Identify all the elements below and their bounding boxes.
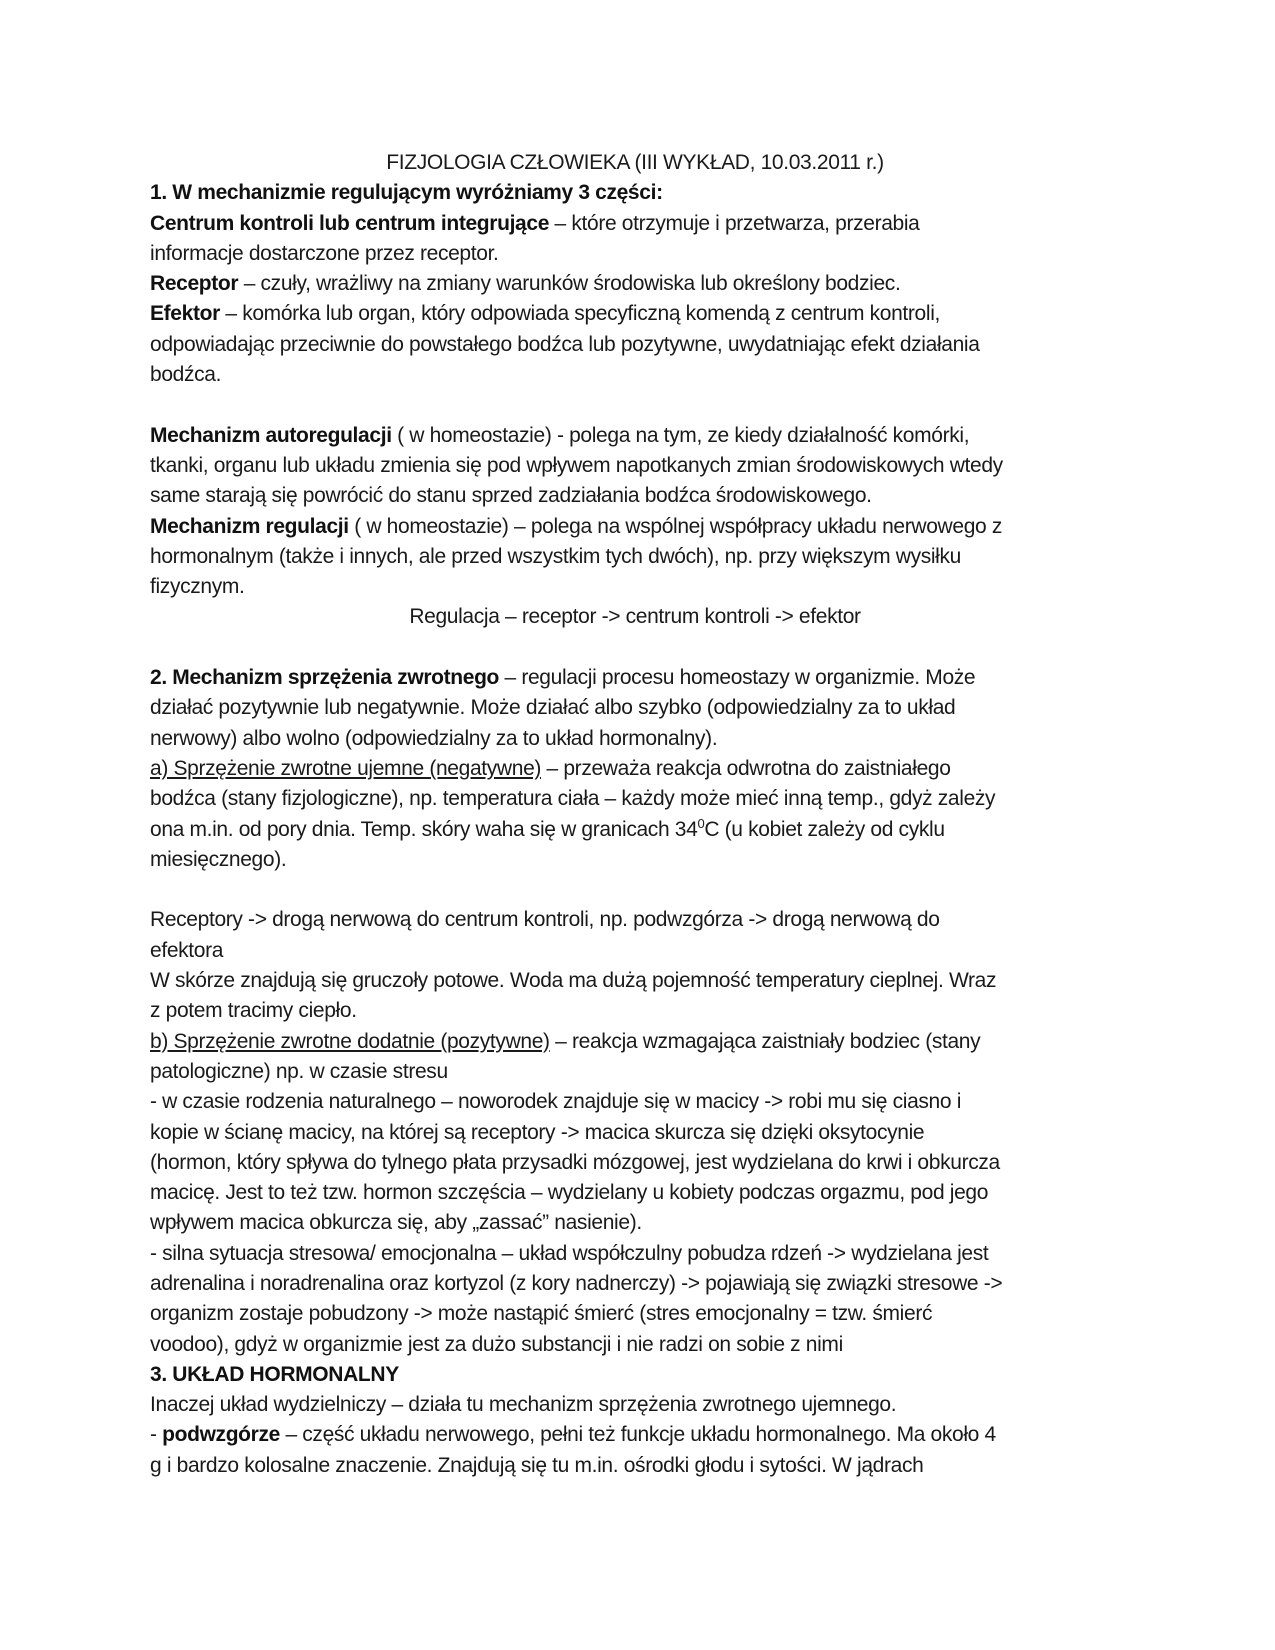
section-3-heading: 3. UKŁAD HORMONALNY [150,1362,399,1386]
paragraph-line: miesięcznego). [150,847,287,871]
paragraph-line: kopie w ścianę macicy, na której są receptory -> macica skurcza się dzięki oksytocynie [150,1120,925,1144]
paragraph-line: Inaczej układ wydzielniczy – działa tu mechanizm sprzężenia zwrotnego ujemnego. [150,1393,897,1417]
regulation-definition: Mechanizm regulacji ( w homeostazie) – polega na wspólnej współpracy układu nerwowego z [150,514,1002,538]
document-title: FIZJOLOGIA CZŁOWIEKA (III WYKŁAD, 10.03.2011 r.) [386,151,884,174]
skin-temperature-line: ona m.in. od pory dnia. Temp. skóry waha się w granicach $34^0C$ (u kobiet zależy od cyklu [150,815,945,841]
paragraph-line: fizycznym. [150,575,245,599]
paragraph-line: Receptory -> drogą nerwową do centrum kontroli, np. podwzgórza -> drogą nerwową do [150,908,940,932]
paragraph-line: macicę. Jest to też tzw. hormon szczęścia – wydzielany u kobiety podczas orgazmu, pod jego [150,1181,989,1205]
autoregulation-definition: Mechanizm autoregulacji ( w homeostazie) - polega na tym, ze kiedy działalność komórki, [150,423,970,447]
paragraph-line: same starają się powrócić do stanu sprzed zadziałania bodźca środowiskowego. [150,484,872,508]
paragraph-line: organizm zostaje pobudzony -> może nastąpić śmierć (stres emocjonalny = tzw. śmierć [150,1302,933,1326]
paragraph-line: - w czasie rodzenia naturalnego – noworodek znajduje się w macicy -> robi mu się ciasno i [150,1090,962,1114]
paragraph-line: efektora [150,938,224,962]
spacer [150,875,1120,905]
spacer [150,390,1120,420]
paragraph-line: bodźca (stany fizjologiczne), np. temperatura ciała – każdy może mieć inną temp., gdyż zależy [150,787,996,811]
paragraph-line: bodźca. [150,363,222,387]
paragraph-line: wpływem macica obkurcza się, aby „zassać” nasienie). [150,1211,642,1235]
term-receptor: Receptor [150,272,239,296]
paragraph-line: g i bardzo kolosalne znaczenie. Znajdują się tu m.in. ośrodki głodu i sytości. W jądrach [150,1453,924,1477]
paragraph-line: nerwowy) albo wolno (odpowiedzialny za to układ hormonalny). [150,726,718,750]
subheading-positive-feedback: b) Sprzężenie zwrotne dodatnie (pozytywne) [150,1029,550,1053]
term-podwzgorze: podwzgórze [162,1423,280,1447]
paragraph-line: (hormon, który spływa do tylnego płata przysadki mózgowej, jest wydzielana do krwi i obkurcza [150,1150,1000,1174]
centrum-definition: Centrum kontroli lub centrum integrujące – które otrzymuje i przetwarza, przerabia [150,211,920,235]
document-page [150,148,1120,1481]
subheading-negative-feedback: a) Sprzężenie zwrotne ujemne (negatywne) [150,756,542,780]
paragraph-line: hormonalnym (także i innych, ale przed wszystkim tych dwóch), np. przy większym wysiłku [150,544,961,568]
paragraph-line: adrenalina i noradrenalina oraz kortyzol (z kory nadnerczy) -> pojawiają się związki stresowe -> [150,1271,1003,1295]
section-1-heading: 1. W mechanizmie regulującym wyróżniamy 3 części: [150,181,663,205]
paragraph-line: - silna sytuacja stresowa/ emocjonalna – układ współczulny pobudza rdzeń -> wydzielana jest [150,1241,989,1265]
term-efektor: Efektor [150,302,220,326]
negative-feedback-item: a) Sprzężenie zwrotne ujemne (negatywne) – przeważa reakcja odwrotna do zaistniałego [150,756,951,780]
paragraph-line: odpowiadając przeciwnie do powstałego bodźca lub pozytywne, uwydatniając efekt działania [150,332,980,356]
term-regulation: Mechanizm regulacji [150,514,349,538]
receptor-definition: Receptor – czuły, wrażliwy na zmiany warunków środowiska lub określony bodziec. [150,272,901,296]
term-centrum: Centrum kontroli lub centrum integrujące [150,211,550,235]
paragraph-line: tkanki, organu lub układu zmienia się pod wpływem napotkanych zmian środowiskowych wtedy [150,453,1003,477]
paragraph-line: W skórze znajdują się gruczoły potowe. Woda ma dużą pojemność temperatury cieplnej. Wraz [150,969,997,993]
positive-feedback-item: b) Sprzężenie zwrotne dodatnie (pozytywne) – reakcja wzmagająca zaistniały bodziec (stany [150,1029,981,1053]
regulation-flow: Regulacja – receptor -> centrum kontroli -> efektor [409,605,861,629]
paragraph-line: z potem tracimy ciepło. [150,999,357,1023]
paragraph-line: patologiczne) np. w czasie stresu [150,1059,448,1083]
term-autoregulation: Mechanizm autoregulacji [150,423,392,447]
spacer [150,633,1120,663]
paragraph-line: voodoo), gdyż w organizmie jest za dużo substancji i nie radzi on sobie z nimi [150,1332,843,1356]
degree-superscript: 0 [697,815,705,831]
podwzgorze-item: - podwzgórze – część układu nerwowego, pełni też funkcje układu hormonalnego. Ma około 4 [150,1423,996,1447]
efektor-definition: Efektor – komórka lub organ, który odpowiada specyficzną komendą z centrum kontroli, [150,302,940,326]
paragraph-line: informacje dostarczone przez receptor. [150,241,499,265]
section-2-heading: 2. Mechanizm sprzężenia zwrotnego – regulacji procesu homeostazy w organizmie. Może [150,666,976,690]
paragraph-line: działać pozytywnie lub negatywnie. Może działać albo szybko (odpowiedzialny za to układ [150,696,956,720]
